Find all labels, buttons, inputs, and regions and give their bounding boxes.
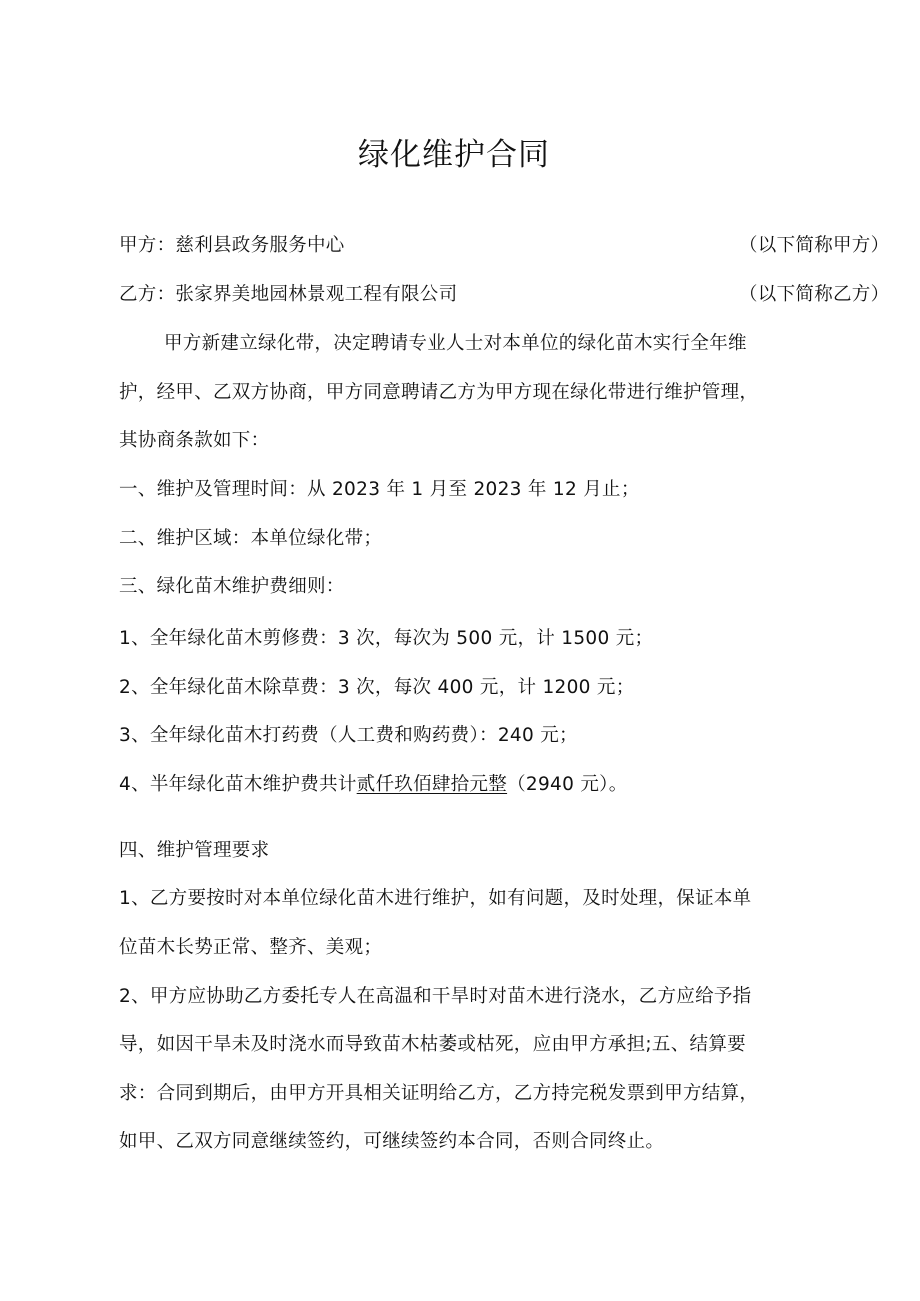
requirement-2-line-3: 求：合同到期后，由甲方开具相关证明给乙方，乙方持完税发票到甲方结算， — [119, 1083, 759, 1104]
clause-2: 二、维护区域：本单位绿化带； — [119, 528, 383, 549]
clause-1: 一、维护及管理时间：从 2023 年 1 月至 2023 年 12 月止； — [119, 479, 640, 500]
fee-item-4-suffix: （2940 元）。 — [507, 774, 628, 795]
fee-item-1: 1、全年绿化苗木剪修费：3 次，每次为 500 元，计 1500 元； — [119, 628, 654, 649]
intro-line-3: 其协商条款如下： — [119, 430, 270, 451]
requirement-2-line-4: 如甲、乙双方同意继续签约，可继续签约本合同，否则合同终止。 — [119, 1131, 665, 1152]
fee-item-4-prefix: 4、半年绿化苗木维护费共计 — [119, 774, 357, 795]
fee-item-3: 3、全年绿化苗木打药费（人工费和购药费）：240 元； — [119, 725, 578, 746]
party-a-note: （以下简称甲方） — [739, 235, 890, 256]
requirement-1-line-1: 1、乙方要按时对本单位绿化苗木进行维护，如有问题，及时处理，保证本单 — [119, 888, 752, 909]
party-b-line — [119, 280, 890, 310]
party-a-line — [119, 231, 890, 261]
requirement-2-line-2: 导，如因干旱未及时浇水而导致苗木枯萎或枯死，应由甲方承担;五、结算要 — [119, 1034, 746, 1055]
party-b-note: （以下简称乙方） — [739, 284, 890, 305]
fee-item-4 — [119, 770, 809, 800]
party-a-label: 甲方：慈利县政务服务中心 — [119, 235, 345, 256]
requirement-2-line-1: 2、甲方应协助乙方委托专人在高温和干旱时对苗木进行浇水，乙方应给予指 — [119, 986, 752, 1007]
fee-item-2: 2、全年绿化苗木除草费：3 次，每次 400 元，计 1200 元； — [119, 677, 635, 698]
clause-3: 三、绿化苗木维护费细则： — [119, 576, 345, 597]
fee-item-4-amount-words: 贰仟玖佰肆拾元整 — [356, 774, 508, 795]
requirement-1-line-2: 位苗木长势正常、整齐、美观； — [119, 937, 383, 958]
intro-line-2: 护，经甲、乙双方协商，甲方同意聘请乙方为甲方现在绿化带进行维护管理， — [119, 382, 759, 403]
clause-4: 四、维护管理要求 — [119, 840, 270, 861]
party-b-label: 乙方：张家界美地园林景观工程有限公司 — [119, 284, 458, 305]
intro-line-1: 甲方新建立绿化带，决定聘请专业人士对本单位的绿化苗木实行全年维 — [164, 333, 747, 354]
page-title: 绿化维护合同 — [358, 137, 550, 173]
